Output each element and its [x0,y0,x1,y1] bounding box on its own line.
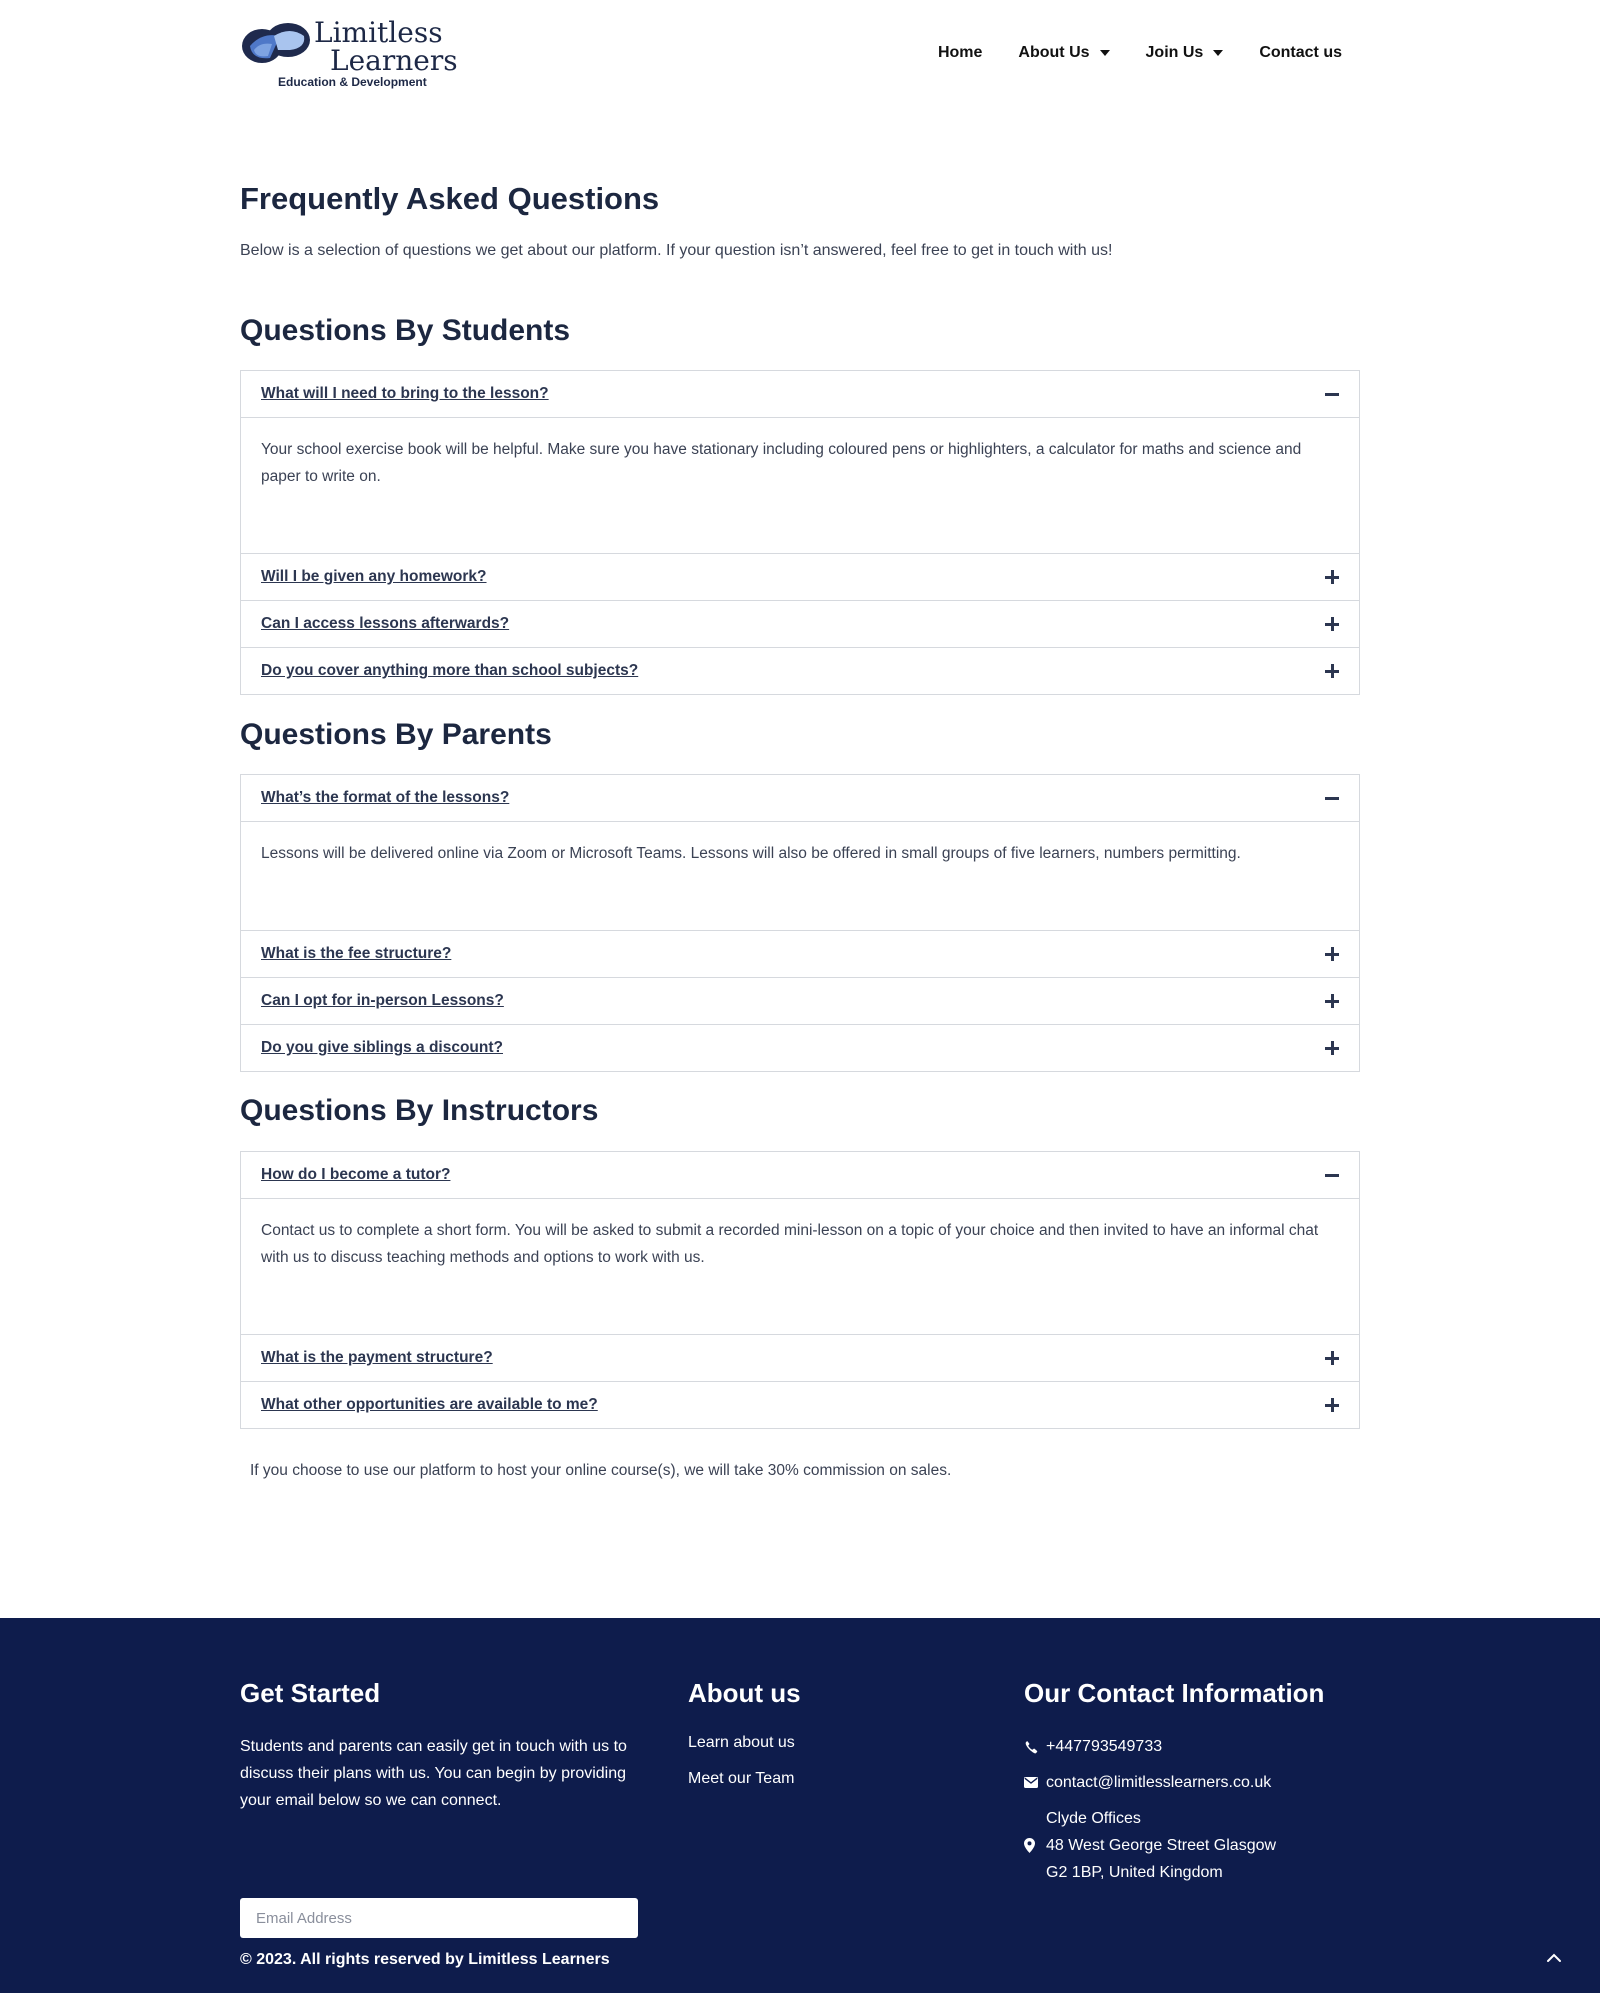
plus-icon[interactable] [1325,617,1339,631]
faq-item [241,600,1359,647]
logo-tagline: Education & Development [278,75,427,89]
faq-question[interactable]: What is the fee structure? [261,945,452,962]
faq-item [241,1024,1359,1071]
faq-question-toggle[interactable] [241,1152,1359,1198]
footer-contact-title: Our Contact Information [1024,1678,1325,1708]
faq-question[interactable]: What will I need to bring to the lesson? [261,385,549,402]
nav-about-us-label: About Us [1018,44,1090,61]
envelope-icon [1024,1769,1046,1796]
faq-item [241,775,1359,930]
plus-icon[interactable] [1325,570,1339,584]
section-title-students: Questions By Students [240,314,571,347]
faq-question[interactable]: Do you give siblings a discount? [261,1039,503,1056]
minus-icon[interactable] [1325,1168,1339,1182]
footer-contact [1024,1678,1324,1895]
caret-down-icon [1100,50,1110,56]
faq-question[interactable]: What’s the format of the lessons? [261,789,510,806]
faq-question[interactable]: What other opportunities are available to me? [261,1396,598,1413]
address-line-3: G2 1BP, United Kingdom [1046,1864,1223,1881]
plus-icon[interactable] [1325,994,1339,1008]
phone-icon [1024,1733,1046,1760]
plus-icon[interactable] [1325,1351,1339,1365]
contact-email-text[interactable]: contact@limitlesslearners.co.uk [1046,1774,1272,1791]
faq-question[interactable]: Can I access lessons afterwards? [261,615,510,632]
logo-name-line2: Learners [330,44,458,77]
faq-question-toggle[interactable] [241,371,1359,417]
contact-address [1024,1805,1324,1886]
faq-item [241,930,1359,977]
site-header [0,0,1600,110]
map-pin-icon [1024,1805,1046,1886]
plus-icon[interactable] [1325,1398,1339,1412]
faq-item [241,977,1359,1024]
faq-accordion-parents [240,774,1360,1072]
page-title: Frequently Asked Questions [240,181,660,216]
contact-phone-text[interactable]: +447793549733 [1046,1738,1163,1755]
footer-get-started [240,1678,640,1814]
page-intro: Below is a selection of questions we get about our platform. If your question isn’t answered, feel free to get in touch with us! [240,242,1113,259]
footer-about [688,1678,801,1805]
faq-question[interactable]: Can I opt for in-person Lessons? [261,992,504,1009]
commission-note: If you choose to use our platform to host your online course(s), we will take 30% commission on sales. [250,1462,952,1479]
faq-question[interactable]: Do you cover anything more than school subjects? [261,662,639,679]
faq-item [241,371,1359,553]
faq-question-toggle[interactable] [241,978,1359,1024]
faq-question-toggle[interactable] [241,931,1359,977]
logo-name-line1: Limitless [314,16,443,49]
footer-about-title: About us [688,1678,801,1708]
copyright-text: © 2023. All rights reserved by Limitless Learners [240,1951,610,1968]
contact-phone[interactable] [1024,1733,1324,1760]
minus-icon[interactable] [1325,387,1339,401]
faq-question-toggle[interactable] [241,1335,1359,1381]
faq-item [241,647,1359,694]
nav-about-us[interactable] [1018,44,1109,62]
nav-contact-us-label: Contact us [1259,44,1342,61]
section-title-instructors: Questions By Instructors [240,1094,599,1127]
logo-mark-icon [240,20,312,70]
plus-icon[interactable] [1325,664,1339,678]
section-title-parents: Questions By Parents [240,718,552,751]
address-line-1: Clyde Offices [1046,1810,1141,1827]
faq-question[interactable]: How do I become a tutor? [261,1166,451,1183]
faq-question[interactable]: Will I be given any homework? [261,568,487,585]
main-nav [902,44,1342,62]
faq-question-toggle[interactable] [241,1382,1359,1428]
faq-item [241,1334,1359,1381]
chevron-up-icon [1540,1944,1568,1972]
plus-icon[interactable] [1325,1041,1339,1055]
faq-answer: Lessons will be delivered online via Zoom or Microsoft Teams. Lessons will also be offered in small groups of five learners, numbers permitting. [241,821,1359,930]
faq-item [241,553,1359,600]
footer-get-started-text: Students and parents can easily get in touch with us to discuss their plans with us. You can begin by providing your email below so we can connect. [240,1738,627,1809]
nav-home[interactable] [938,44,982,62]
contact-address-lines [1046,1805,1276,1886]
email-input[interactable] [240,1898,638,1938]
footer-get-started-title: Get Started [240,1678,381,1708]
plus-icon[interactable] [1325,947,1339,961]
faq-item [241,1152,1359,1334]
minus-icon[interactable] [1325,791,1339,805]
site-logo[interactable] [240,16,458,92]
faq-question[interactable]: What is the payment structure? [261,1349,493,1366]
footer-link-meet-our-team[interactable]: Meet our Team [688,1770,795,1787]
faq-question-toggle[interactable] [241,601,1359,647]
nav-join-us[interactable] [1146,44,1224,62]
faq-item [241,1381,1359,1428]
faq-question-toggle[interactable] [241,554,1359,600]
nav-contact-us[interactable] [1259,44,1342,62]
faq-accordion-instructors [240,1151,1360,1429]
nav-home-label: Home [937,44,983,61]
back-to-top-button[interactable] [1540,1944,1568,1972]
footer-link-learn-about-us[interactable]: Learn about us [688,1734,795,1751]
faq-question-toggle[interactable] [241,775,1359,821]
faq-accordion-students [240,370,1360,695]
faq-answer: Your school exercise book will be helpful. Make sure you have stationary including coloured pens or highlighters, a calculator for maths and science and paper to write on. [241,417,1359,553]
contact-email[interactable] [1024,1769,1324,1796]
faq-question-toggle[interactable] [241,648,1359,694]
address-line-2: 48 West George Street Glasgow [1046,1837,1277,1854]
faq-question-toggle[interactable] [241,1025,1359,1071]
nav-join-us-label: Join Us [1145,44,1204,61]
caret-down-icon [1213,50,1223,56]
site-footer [0,1618,1600,1993]
faq-answer: Contact us to complete a short form. You will be asked to submit a recorded mini-lesson on a topic of your choice and then invited to have an informal chat with us to discuss teaching methods and options to work with us. [241,1198,1359,1334]
